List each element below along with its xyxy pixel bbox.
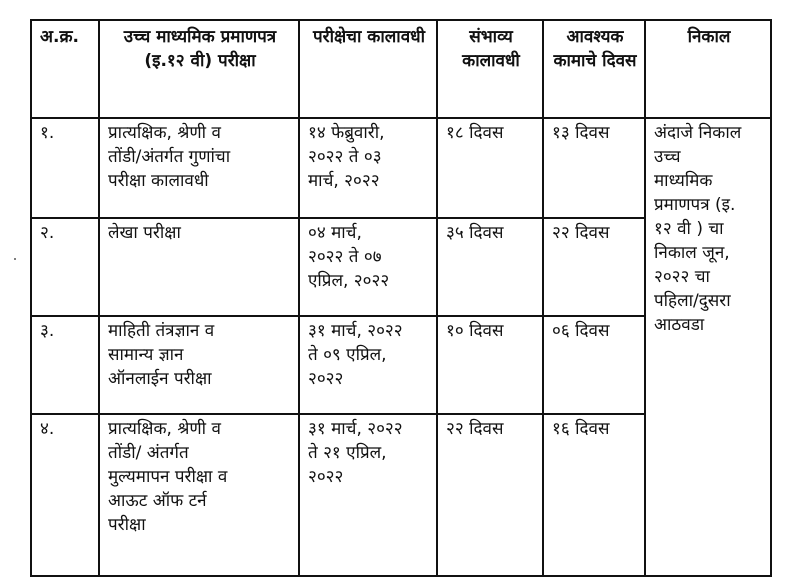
cell-exam-period: ३१ मार्च, २०२२ ते ०९ एप्रिल, २०२२ bbox=[299, 316, 437, 414]
cell-exam: प्रात्यक्षिक, श्रेणी व तोंडी/अंतर्गत गुणांचा परीक्षा कालावधी bbox=[99, 118, 299, 218]
cell-sr-no: ३. bbox=[31, 316, 99, 414]
cell-exam-period: ०४ मार्च, २०२२ ते ०७ एप्रिल, २०२२ bbox=[299, 218, 437, 316]
header-row bbox=[31, 20, 771, 118]
cell-result: अंदाजे निकाल उच्च माध्यमिक प्रमाणपत्र (इ. १२ वी ) चा निकाल जून, २०२२ चा पहिला/दुसरा आठवडा bbox=[645, 118, 771, 576]
header-exam: उच्च माध्यमिक प्रमाणपत्र (इ.१२ वी) परीक्षा bbox=[99, 20, 299, 118]
table-row bbox=[31, 118, 771, 218]
cell-exam: लेखा परीक्षा bbox=[99, 218, 299, 316]
cell-exam-period: ३१ मार्च, २०२२ ते २१ एप्रिल, २०२२ bbox=[299, 414, 437, 576]
header-sr-no: अ.क्र. bbox=[31, 20, 99, 118]
cell-sr-no: १. bbox=[31, 118, 99, 218]
cell-probable-duration: १० दिवस bbox=[437, 316, 543, 414]
cell-exam-period: १४ फेब्रुवारी, २०२२ ते ०३ मार्च, २०२२ bbox=[299, 118, 437, 218]
cell-working-days: १३ दिवस bbox=[543, 118, 645, 218]
exam-schedule-table bbox=[30, 19, 772, 577]
header-working-days: आवश्यक कामाचे दिवस bbox=[543, 20, 645, 118]
header-result: निकाल bbox=[645, 20, 771, 118]
cell-working-days: २२ दिवस bbox=[543, 218, 645, 316]
cell-sr-no: ४. bbox=[31, 414, 99, 576]
cell-probable-duration: २२ दिवस bbox=[437, 414, 543, 576]
header-probable-duration: संभाव्य कालावधी bbox=[437, 20, 543, 118]
cell-probable-duration: ३५ दिवस bbox=[437, 218, 543, 316]
header-exam-period: परीक्षेचा कालावधी bbox=[299, 20, 437, 118]
cell-working-days: १६ दिवस bbox=[543, 414, 645, 576]
cell-exam: प्रात्यक्षिक, श्रेणी व तोंडी/ अंतर्गत मुल्यमापन परीक्षा व आऊट ऑफ टर्न परीक्षा bbox=[99, 414, 299, 576]
cell-exam: माहिती तंत्रज्ञान व सामान्य ज्ञान ऑनलाईन परीक्षा bbox=[99, 316, 299, 414]
stray-dot bbox=[14, 258, 16, 260]
cell-working-days: ०६ दिवस bbox=[543, 316, 645, 414]
cell-sr-no: २. bbox=[31, 218, 99, 316]
cell-probable-duration: १८ दिवस bbox=[437, 118, 543, 218]
